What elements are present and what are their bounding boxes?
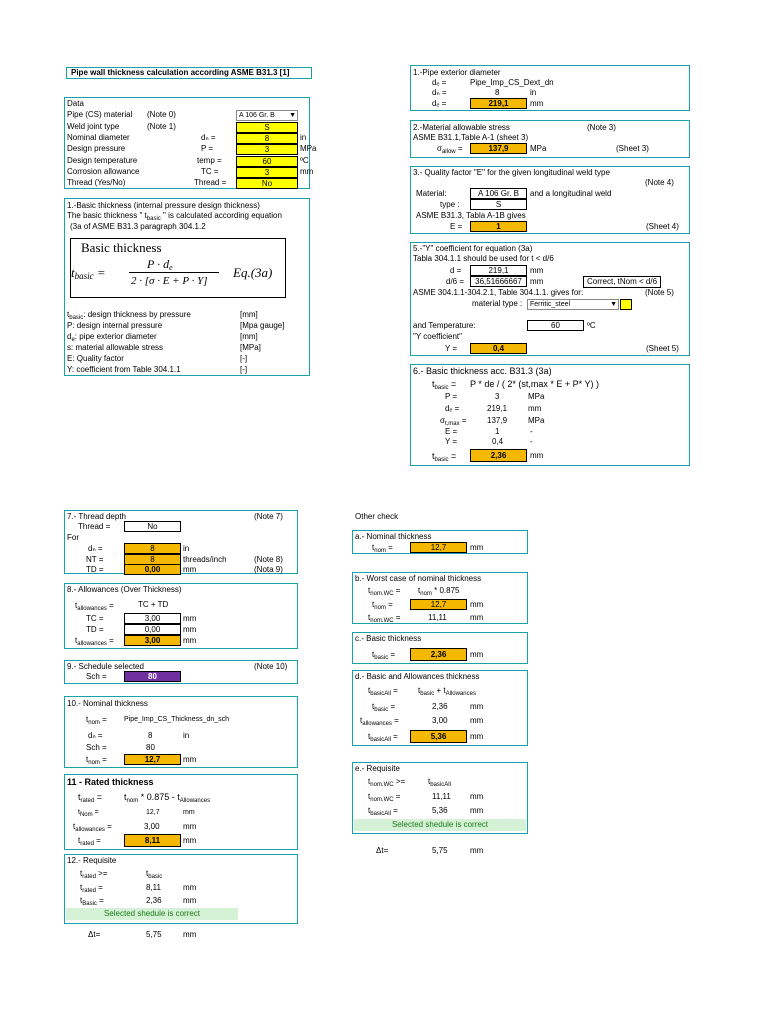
r6-p-lbl: P = [445, 392, 458, 401]
basic-thickness-formula [70, 238, 286, 298]
r6-de: 219,1 [487, 404, 508, 413]
s7-td-note: (Nota 9) [254, 565, 283, 574]
rated-thickness-result: 8,11 [124, 834, 181, 847]
data-unit-temp: ºC [300, 156, 309, 165]
data-label-temp: Design temperature [67, 156, 138, 165]
r5-title: 5.-"Y" coefficient for equation (3a) [413, 244, 533, 253]
corrosion-allowance-input[interactable]: 3 [236, 167, 298, 178]
other-d-v2-u: mm [470, 716, 484, 725]
r6-y: 0,4 [492, 437, 504, 446]
def-de: $d_e$: pipe exterior diameter [67, 332, 157, 343]
s7-note: (Note 7) [254, 512, 283, 521]
nominal-thickness-result: 12,7 [124, 754, 181, 765]
def-de-unit: [mm] [240, 332, 258, 341]
r6-s: 137,9 [487, 416, 508, 425]
data-unit-p: MPa [300, 144, 317, 153]
data-label-diameter: Nominal diameter [67, 133, 130, 142]
s8-tc: 3,00 [124, 613, 181, 624]
s11-tnom: 12,7 [146, 809, 160, 816]
other-e-title: e.- Requisite [355, 764, 400, 773]
other-b-v1-u: mm [470, 600, 484, 609]
material-type-select[interactable]: Ferritic_steel ▼ [527, 299, 619, 310]
r1-v1: Pipe_Imp_CS_Dext_dn [470, 78, 554, 87]
r3-note: (Note 4) [645, 178, 674, 187]
r3-mat-lbl: Material: [416, 189, 447, 198]
other-e-lbl3: $t_{basicAll}$ = [368, 806, 398, 817]
formula-lhs: $t_{basic}$ = [71, 265, 106, 281]
formula-denominator: 2 · [σ · E + P · Y] [131, 275, 208, 287]
s10-res-lbl: $t_{nom}$ = [86, 755, 107, 766]
def-e: E: Quality factor [67, 354, 124, 363]
r2-note: (Note 3) [587, 123, 616, 132]
other-e-status-message: Selected shedule is correct [354, 819, 526, 831]
s12-v1: 8,11 [146, 883, 161, 892]
s7-thread-lbl: Thread = [78, 522, 111, 531]
s7-title: 7.- Thread depth [67, 512, 127, 521]
s11-tall: 3,00 [144, 822, 160, 831]
other-b-res-lbl: $t_{nom.WC}$ = [368, 613, 401, 624]
def-y-unit: [-] [240, 365, 248, 374]
s10-dn-u: in [183, 731, 190, 740]
def-e-unit: [-] [240, 354, 248, 363]
s8-tc-lbl: TC = [86, 614, 104, 623]
data-label-pressure: Design pressure [67, 144, 126, 153]
r6-e-u: - [530, 427, 533, 436]
schedule-input[interactable]: 80 [124, 671, 181, 682]
s11-lbl: $t_{rated}$ = [78, 792, 102, 804]
r6-lbl: $t_{basic}$ = [432, 379, 457, 391]
data-note-0: (Note 0) [147, 110, 176, 119]
s7-td-lbl: TD = [86, 565, 104, 574]
data-sym-temp: temp = [197, 156, 222, 165]
r3-type: S [470, 199, 527, 210]
s1-line1: The basic thickness " $t_{basic}$ " is calculated according equation [67, 211, 282, 222]
other-d-v3-u: mm [470, 732, 484, 741]
s10-formula: Pipe_Imp_CS_Thickness_dn_sch [124, 716, 230, 723]
other-e-dt-lbl: Δt= [376, 846, 389, 855]
data-sym-tc: TC = [201, 167, 219, 176]
r1-title: 1.-Pipe exterior diameter [413, 68, 501, 77]
s8-res-lbl: $t_{allowances}$ = [75, 636, 114, 647]
other-d-v1: 2,36 [432, 702, 448, 711]
s7-dn-lbl: dₙ = [88, 544, 103, 553]
r1-l3: dₑ = [432, 99, 447, 108]
other-b-v2: 11,11 [428, 613, 447, 622]
s10-lbl: $t_{nom}$ = [86, 715, 107, 726]
r5-temp-lbl: and Temperature: [413, 321, 476, 330]
r3-title: 3.- Quality factor "E" for the given longitudinal weld type [413, 168, 610, 177]
r6-p-u: MPa [528, 392, 545, 401]
s8-td-lbl: TD = [86, 625, 104, 634]
r6-title: 6.- Basic thickness acc. B31.3 (3a) [413, 366, 552, 376]
s12-dt-u: mm [183, 930, 197, 939]
r6-s-lbl: $\sigma_{t,max}$ = [440, 416, 467, 427]
exterior-diameter-result: 219,1 [470, 98, 527, 109]
r3-e-lbl: E = [450, 222, 463, 231]
r1-u2: in [530, 88, 537, 97]
r6-y-lbl: Y = [445, 437, 458, 446]
other-a-title: a.- Nominal thickness [355, 532, 432, 541]
r5-d: 219,1 [470, 265, 527, 276]
s8-tc-u: mm [183, 614, 197, 623]
other-b-title: b.- Worst case of nominal thickness [355, 574, 482, 583]
def-s: s: material allowable stress [67, 343, 164, 352]
r1-l1: dₑ = [432, 78, 447, 87]
r6-e-lbl: E = [445, 427, 458, 436]
thread-depth-result: 0,00 [124, 564, 181, 575]
r1-u3: mm [530, 99, 544, 108]
s7-nt: 8 [124, 554, 181, 565]
s11-tnom-u: mm [183, 809, 195, 816]
other-e-v2: 5,36 [432, 806, 448, 815]
data-unit-dn: in [300, 133, 307, 142]
other-c-lbl: $t_{basic}$ = [372, 650, 396, 661]
other-d-result: 5,36 [410, 730, 467, 743]
s9-note: (Note 10) [254, 662, 288, 671]
def-p: P: design internal pressure [67, 321, 163, 330]
s11-formula: $t_{nom} * 0.875 - t_{Allowances}$ [124, 792, 211, 804]
s12-basic-lbl2: $t_{Basic}$ = [80, 896, 104, 907]
s8-res-u: mm [183, 636, 197, 645]
r3-type-lbl: type : [440, 200, 460, 209]
s11-title: 11 - Rated thickness [67, 777, 154, 787]
data-label-thread: Thread (Yes/No) [67, 178, 126, 187]
s7-nt-lbl: NT = [86, 555, 104, 564]
allowable-stress-result: 137,9 [470, 143, 527, 154]
other-d-title: d.- Basic and Allowances thickness [355, 672, 480, 681]
s7-thread: No [124, 521, 181, 532]
r3-sheet: (Sheet 4) [646, 222, 679, 231]
design-pressure-input[interactable]: 3 [236, 144, 298, 155]
s12-basic-lbl: $t_{basic}$ [146, 869, 163, 880]
nominal-diameter-input[interactable]: 8 [236, 133, 298, 144]
def-y: Y: coefficient from Table 304.1.1 [67, 365, 181, 374]
r5-correct: Correct, tNom < d/6 [583, 276, 661, 288]
chevron-down-icon: ▼ [610, 301, 617, 308]
s12-rated-lbl2: $t_{rated}$ = [80, 883, 103, 894]
formula-title: Basic thickness [81, 240, 162, 255]
r5-temp: 60 [527, 320, 584, 331]
r5-sheet: (Sheet 5) [646, 344, 679, 353]
chevron-down-icon: ▼ [289, 112, 296, 119]
s12-dt-lbl: Δt= [88, 930, 101, 939]
other-d-v1-u: mm [470, 702, 484, 711]
s1-title: 1.-Basic thickness (internal pressure design thickness) [67, 201, 260, 210]
formula-eq-ref: Eq.(3a) [233, 265, 273, 280]
r6-res-u: mm [530, 451, 544, 460]
r5-d6-lbl: d/6 = [446, 277, 465, 286]
s12-v2: 2,36 [146, 896, 162, 905]
sheet-title: Pipe wall thickness calculation according ASME B31.3 [1] [66, 67, 312, 79]
s11-tnom-lbl: $t_{Nom}$ = [78, 809, 99, 818]
data-unit-tc: mm [300, 167, 314, 176]
r2-lbl: $\sigma_{allow}$ = [437, 144, 463, 155]
s12-status-message: Selected shedule is correct [66, 908, 238, 920]
r5-ycoef: "Y coefficient" [413, 332, 462, 341]
r5-d6: 36,51666667 [470, 276, 527, 287]
material-select[interactable]: A 106 Gr. B ▼ [236, 110, 298, 121]
other-c-title: c.- Basic thickness [355, 634, 422, 643]
other-e-v1-u: mm [470, 792, 484, 801]
s11-tall-lbl: $t_{allowances}$ = [73, 822, 112, 833]
r5-d-u: mm [530, 266, 544, 275]
r6-de-u: mm [528, 404, 542, 413]
def-s-unit: [MPa] [240, 343, 261, 352]
s9-title: 9.- Schedule selected [67, 662, 144, 671]
data-sym-dn: dₙ = [201, 133, 216, 142]
basic-thickness-result: 2,36 [470, 449, 527, 462]
r3-line: ASME B31.3, Tabla A-1B gives [416, 211, 526, 220]
r6-de-lbl: dₑ = [445, 404, 460, 413]
other-e-dt-u: mm [470, 846, 484, 855]
r1-v2: 8 [495, 88, 500, 97]
r2-title: 2.-Material allowable stress [413, 123, 510, 132]
r5-line1: Tabla 304.1.1 should be used for t < d/6 [413, 254, 554, 263]
other-check-title: Other check [355, 512, 399, 521]
r5-mt-lbl: material type : [472, 299, 523, 308]
other-b-formula: $t_{nom} * 0.875$ [418, 586, 460, 597]
other-b-lbl: $t_{nom.WC}$ = [368, 586, 401, 597]
def-tbasic: $t_{basic}$: design thickness by pressure [67, 310, 191, 321]
other-b-tnom-lbl: $t_{nom}$ = [372, 600, 393, 611]
def-p-unit: [Mpa gauge] [240, 321, 285, 330]
r5-d-lbl: d = [450, 266, 462, 275]
s8-td: 0,00 [124, 624, 181, 635]
s11-res-u: mm [183, 836, 197, 845]
data-sym-thread: Thread = [194, 178, 227, 187]
s10-title: 10.- Nominal thickness [67, 699, 148, 708]
s12-v2-u: mm [183, 896, 197, 905]
y-coefficient-result: 0,4 [470, 343, 527, 354]
other-c-u: mm [470, 650, 484, 659]
s12-title: 12.- Requisite [67, 856, 117, 865]
data-heading: Data [67, 99, 84, 108]
r6-s-u: MPa [528, 416, 545, 425]
other-d-lbl: $t_{basicAll}$ = [368, 686, 398, 697]
other-e-basic-lbl: $t_{basicAll}$ [428, 777, 451, 788]
r3-material: A 106 Gr. B [470, 188, 527, 199]
other-e-dt: 5,75 [432, 846, 448, 855]
other-a-lbl: $t_{nom}$ = [372, 543, 393, 554]
formula-fraction-line [129, 272, 219, 273]
r6-e: 1 [495, 427, 500, 436]
s7-dn-u: in [183, 544, 190, 553]
r5-d6-u: mm [530, 277, 544, 286]
s7-nt-note: (Note 8) [254, 555, 283, 564]
s10-dn-lbl: dₙ = [88, 731, 103, 740]
other-d-v2: 3,00 [432, 716, 448, 725]
r1-l2: dₙ = [432, 88, 447, 97]
s10-sch-lbl: Sch = [86, 743, 107, 752]
s10-sch: 80 [146, 743, 155, 752]
s11-tall-u: mm [183, 822, 197, 831]
data-label-material: Pipe (CS) material [67, 110, 133, 119]
other-a-result: 12,7 [410, 542, 467, 553]
data-label-corrosion: Corrosion allowance [67, 167, 140, 176]
other-a-u: mm [470, 543, 484, 552]
r5-line2: ASME 304.1.1-304.2.1, Table 304.1.1. gives for: [413, 288, 584, 297]
formula-numerator: $P \cdot d_e$ [147, 257, 173, 272]
data-label-weld: Weld joint type [67, 122, 120, 131]
other-e-lbl2: $t_{nom.WC}$ = [368, 792, 401, 803]
s9-lbl: Sch = [86, 672, 107, 681]
s8-td-u: mm [183, 625, 197, 634]
s7-nt-u: threads/inch [183, 555, 227, 564]
weld-type-input[interactable]: S [236, 122, 298, 133]
other-e-lbl: $t_{nom.WC}$ >= [368, 777, 406, 788]
other-b-v2-u: mm [470, 613, 484, 622]
other-b-v1: 12,7 [410, 599, 467, 610]
s12-rated-lbl: $t_{rated}$ >= [80, 869, 108, 880]
other-d-res-lbl: $t_{basicAll}$ = [368, 732, 398, 743]
r5-note: (Note 5) [645, 288, 674, 297]
allowances-result: 3,00 [124, 635, 181, 646]
r6-y-u: - [530, 437, 533, 446]
r2-sheet: (Sheet 3) [616, 144, 649, 153]
other-d-all-lbl: $t_{allowances}$ = [360, 716, 399, 727]
s7-for: For [67, 533, 79, 542]
s11-res-lbl: $t_{rated}$ = [78, 836, 101, 847]
s8-formula: TC + TD [138, 600, 169, 609]
design-temperature-input[interactable]: 60 [236, 156, 298, 167]
s8-title: 8.- Allowances (Over Thickness) [67, 585, 182, 594]
r2-line: ASME B31.1,Table A-1 (sheet 3) [413, 133, 529, 142]
def-tbasic-unit: [mm] [240, 310, 258, 319]
other-d-basic-lbl: $t_{basic}$ = [372, 702, 396, 713]
r6-p: 3 [495, 392, 500, 401]
r5-y-lbl: Y = [445, 344, 458, 353]
data-note-1: (Note 1) [147, 122, 176, 131]
r6-formula: P * de / ( 2* (st,max * E + P* Y) ) [470, 379, 599, 389]
thread-input[interactable]: No [236, 178, 298, 189]
quality-factor-result: 1 [470, 221, 527, 232]
material-type-indicator [620, 299, 632, 310]
s12-v1-u: mm [183, 883, 197, 892]
data-sym-p: P = [201, 144, 214, 153]
s7-dn: 8 [124, 543, 181, 554]
other-e-v2-u: mm [470, 806, 484, 815]
r5-temp-u: ºC [587, 321, 596, 330]
s10-res-u: mm [183, 755, 197, 764]
s1-line2: (3a of ASME B31.3 paragraph 304.1.2 [70, 222, 206, 231]
other-c-result: 2,36 [410, 648, 467, 661]
other-e-v1: 11,11 [432, 792, 451, 801]
r3-mat-txt: and a longitudinal weld [530, 189, 612, 198]
s7-td-u: mm [183, 565, 197, 574]
s10-dn: 8 [148, 731, 153, 740]
s12-dt: 5,75 [146, 930, 162, 939]
r6-res-lbl: $t_{basic}$ = [432, 451, 457, 463]
r2-unit: MPa [530, 144, 547, 153]
other-d-formula: $t_{basic} + t_{Allowances}$ [418, 686, 476, 697]
s8-lbl: $t_{allowances}$ = [75, 601, 114, 612]
